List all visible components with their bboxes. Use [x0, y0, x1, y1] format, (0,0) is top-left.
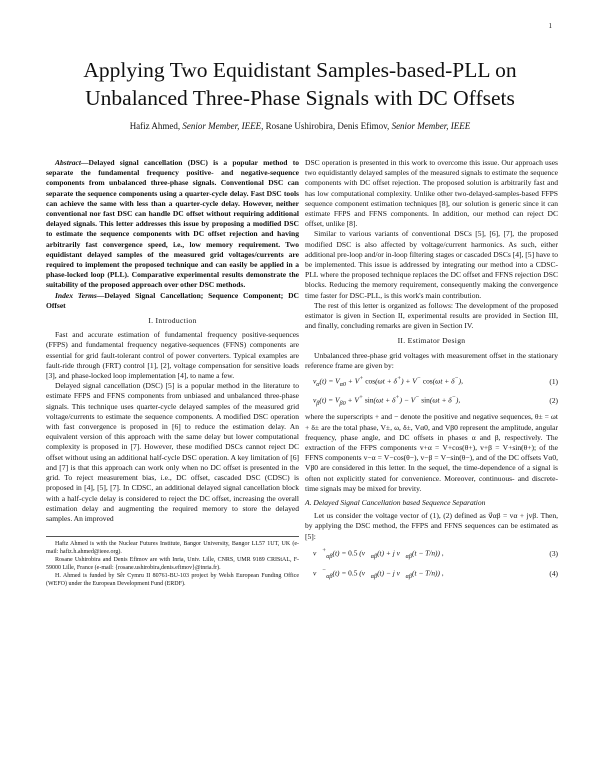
section-heading-introduction: I. Introduction	[148, 316, 197, 326]
equation-2-expression: $v_\beta(t) = V_{\beta 0} + V^+$ sin(ωt + δ+) − V− sin(ωt + δ−),	[313, 395, 461, 408]
page-number: 1	[548, 22, 552, 30]
equation-4-number: (4)	[549, 568, 558, 578]
intro-paragraph-1: Fast and accurate estimation of fundamental frequency positive-sequences (FFPS) and fundamental frequency negative-sequences (FFNS) components are essential for grid fault-tolerant control of power converters. Typical examples are fault-ride through (FRT) control [1], [2], voltage compensation for sensitive loads [3], and phase-locked loop implementation [4], to name a few.	[46, 330, 299, 381]
equation-3	[305, 546, 558, 562]
equation-1-expression: $v_\alpha(t) = V_{\alpha 0} + V^+$ cos(ωt + δ+) + V− cos(ωt + δ−),	[313, 376, 463, 388]
title-line-1: Applying Two Equidistant Samples-based-PLL on	[83, 58, 517, 82]
right-paragraph-3: The rest of this letter is organized as follows: The development of the proposed estimator is given in Section II, experimental results are provided in Section III, and finally, concluding remarks are given in Section IV.	[305, 300, 558, 331]
author-list	[40, 121, 560, 131]
equation-2	[305, 393, 558, 409]
title-line-2: Unbalanced Three-Phase Signals with DC Offsets	[85, 86, 515, 110]
abstract	[46, 158, 299, 291]
right-column	[305, 158, 558, 586]
footnotes	[46, 536, 299, 589]
abstract-text: Delayed signal cancellation (DSC) is a popular method to separate the fundamental frequency positive- and negative-sequence components from unbalanced three-phase signals. Conventional DSC can separate the sequence components using a quarter-cycle delay. Fast DSC tools can achieve the same with less than a quarter-cycle delay. However, neither conventional nor fast DSC can handle DC offset without requiring additional delayed signals. This letter addresses this issue by proposing a modified DSC to estimate the sequence components with DC offset rejection and having arbitrarily fast convergence speed, i.e., low memory requirement. Two equidistant delayed samples of the measured grid voltages/currents are required to implement the proposed technique and can easily be applied in a phase-locked loop (PLL). Comparative experimental results demonstrate the suitability of the proposed approach over other DSC methods.	[46, 158, 299, 290]
design-paragraph-1: Unbalanced three-phase grid voltages with measurement offset in the stationary reference frame are given by:	[305, 350, 558, 370]
abstract-label: Abstract—	[55, 158, 89, 167]
right-paragraph-2: Similar to various variants of conventional DSCs [5], [6], [7], the proposed modified DSC is also affected by voltage/current harmonics. As such, either additional pre-loop and/or in-loop filtering stages or cascaded DSCs [4], [5] have to be implemented. This issue is addressed by integrating our method into a CDSC-PLL where the proposed technique replaces the DC offset and FFNS rejection DSC blocks. Reducing the memory requirement, consequently making the convergence time faster for DSC-PLL, is this work's main contribution.	[305, 229, 558, 300]
footnote-3: H. Ahmed is funded by Sêr Cymru II 80761-BU-103 project by Welsh European Funding Office (WEFO) under the European Development Fund (ERDF).	[46, 573, 299, 588]
authors-2-3: Rosane Ushirobira, Denis Efimov,	[265, 121, 390, 131]
section-heading-estimator-design: II. Estimator Design	[397, 336, 466, 346]
index-terms	[46, 291, 299, 311]
index-terms-label: Index Terms—	[55, 290, 105, 300]
subsection-heading-a: A. Delayed Signal Cancellation based Sequence Separation	[305, 497, 486, 507]
design-paragraph-3: Let us consider the voltage vector of (1), (2) defined as v⃗αβ = vα + jvβ. Then, by applying the DSC method, the FFPS and FFNS sequences can be estimated as [5]:	[305, 511, 558, 541]
design-paragraph-2: where the superscripts + and − denote the positive and negative sequences, θ± = ωt + δ± are the total phase, V±, ω, δ±, Vα0, and Vβ0 represent the amplitude, angular frequency, phase angle, and DC offsets in phases α and β, respectively. The extraction of the FFPS components v+α = V+cos(θ+), v+β = V+sin(θ+); of the FFNS components v−α = V−cos(θ−), v−β = V−sin(θ−), and of the DC offsets Vα0, Vβ0 are considered in this letter. In the sequel, the time-dependence of a signal is often not explicitly stated for convenience. Moreover, continuous- and discrete-time signals may be mixed for brevity.	[305, 412, 558, 493]
author-3-role: Senior Member, IEEE	[391, 121, 471, 131]
footnote-1: Hafiz Ahmed is with the Nuclear Futures Institute, Bangor University, Bangor LL57 1UT, UK (e-mail: hafiz.h.ahmed@ieee.org).	[46, 541, 299, 555]
right-paragraph-1: DSC operation is presented in this work to overcome this issue. Our approach uses two equidistantly delayed samples of the measured signals to estimate the sequence components with DC offset rejection. The proposed solution is arbitrarily fast and has low computational complexity. Unlike other two-delayed-samples-based FFPS sequence component estimation techniques [8], our solution is generic since it can estimate FFPS and FFNS components. In addition, our method can reject DC offset, unlike [8].	[305, 158, 558, 229]
equation-4	[305, 566, 558, 582]
equation-4-expression: $v⃗^-_{\alpha\beta}(t) = 0.5$ ($v⃗_{\alpha\beta}(t) - j$ $v⃗_{\alpha\beta}(t - T/n)$) ,	[313, 567, 444, 580]
left-column	[46, 158, 299, 590]
equation-3-expression: $v⃗^+_{\alpha\beta}(t) = 0.5$ ($v⃗_{\alpha\beta}(t) + j$ $v⃗_{\alpha\beta}(t - T/n)$) ,	[313, 547, 444, 560]
intro-paragraph-2: Delayed signal cancellation (DSC) [5] is a popular method in the literature to estimate FFPS and FFNS components from unbiased and unbalanced three-phase signals. This technique uses quarter-cycle delayed samples of the measured grid voltage/currents to estimate the sequence components. A modified DSC operation with fast convergence is proposed in [6] to reduce the estimation delay. An equivalent version of this approach with the same delay but lower computational complexity is proposed in [7]. However, these modified DSCs cannot reject DC offset without using an additional half-cycle DSC operation. A key limitation of [6] and [7] is that this approach can work only when no DC offset is presented in the grid. To reject measurement bias, i.e., DC offset, cascaded DSC (CDSC) is proposed in [4], [5], [7]. In CDSC, an additional delayed signal cancellation block with a half-cycle delay is considered to reject the DC offset, increasing the overall estimation delay and augmenting the required memory to store the delayed samples. An improved	[46, 381, 299, 523]
index-terms-text: Delayed Signal Cancellation; Sequence Component; DC Offset	[46, 290, 299, 310]
author-1-role: Senior Member, IEEE,	[182, 121, 264, 131]
equation-1	[305, 374, 558, 390]
author-1: Hafiz Ahmed,	[129, 121, 181, 131]
footnote-2: Rosane Ushirobira and Denis Efimov are with Inria, Univ. Lille, CNRS, UMR 9189 CRIStAL, F-59000 Lille, France (e-mail: {rosane.ushirobira,denis.efimov}@inria.fr).	[46, 557, 299, 571]
paper-title	[40, 56, 560, 112]
equation-2-number: (2)	[549, 396, 558, 406]
equation-3-number: (3)	[549, 548, 558, 558]
equation-1-number: (1)	[549, 377, 558, 387]
